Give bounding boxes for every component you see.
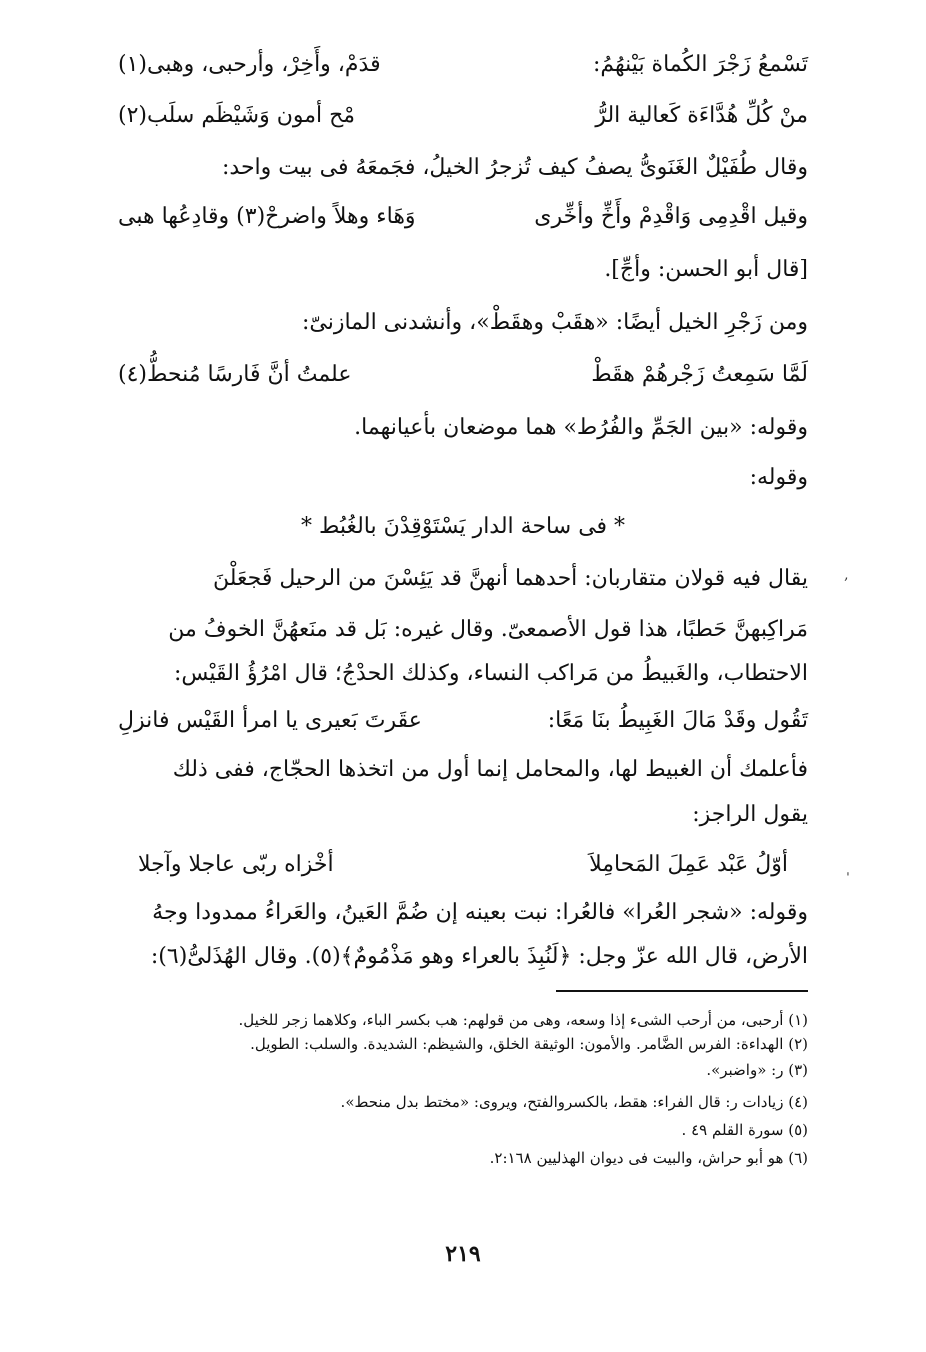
verse-hemistich-left: وَهَاء وهلاً واضرحْ(٣) وقادِعُها هبى — [118, 204, 416, 229]
verse-line — [118, 45, 808, 85]
footnote: (٤) زيادات ر: قال الفراء: هقط، بالكسروالفتح، ويروى: «مختط بدل منحط». — [340, 1093, 808, 1111]
verse-hemistich-right: لَمَّا سَمِعتُ زَجْرهُمْ هقَطْ — [591, 362, 808, 387]
text-line: مَراكِبهنَّ حَطبًا، هذا قول الأصمعىّ. وقال غيره: بَل قد منَعهُنَّ الخوفُ من — [168, 617, 808, 642]
text-line: وقوله: — [749, 465, 808, 490]
text-line: وقوله: «شجر العُرا» فالعُرا: نبت بعينه إن ضُمَّ العَينُ، والعَراءُ ممدودا وجهُ — [152, 900, 808, 925]
footnote: (٣) ر: «واضبر». — [706, 1061, 808, 1079]
verse-hemistich-left: مْح أمون وَشَيْظَم سلَب(٢) — [118, 103, 356, 128]
text-line: فأعلمك أن الغبيط لها، والمحامل إنما أول من اتخذها الحجّاج، ففى ذلك — [172, 757, 808, 782]
verse-hemistich-left: عقَرتَ بَعيرى يا امرأ القَيْس فانزلِ — [118, 708, 422, 733]
text-line: وقال طُفَيْلٌ الغَنَوىُّ يصفُ كيف تُزجرُ الخيلُ، فجَمعَهُ فى بيت واحد: — [222, 155, 808, 180]
verse-hemistich-right: أوّلُ عَبْد عَمِلَ المَحامِلاَ — [589, 852, 788, 877]
scan-mark: ˌ — [846, 862, 850, 878]
verse-hemistich-left: علمتُ أنَّ فَارسًا مُنحطُّ(٤) — [118, 362, 352, 387]
verse-line — [118, 96, 808, 136]
verse-line — [138, 845, 788, 885]
scan-mark: ‚ — [844, 567, 849, 583]
text-line: ومن زَجْرِ الخيل أيضًا: «هقَبْ وهقَطْ»، وأنشدنى المازنىّ: — [301, 310, 808, 335]
footnote-separator — [556, 990, 808, 992]
footnote: (٥) سورة القلم ٤٩ . — [681, 1121, 808, 1139]
verse-hemistich-right: تَقُول وقَدْ مَالَ الغَبِيطُ بنَا مَعًا: — [547, 708, 808, 733]
text-line: وقوله: «بين الجَمِّ والفُرُط» هما موضعان بأعيانهما. — [354, 415, 808, 440]
verse-hemistich-left: أخْزاه ربّى عاجلا وآجلا — [138, 852, 334, 877]
footnote: (٢) الهداءة: الفرس الضَّامر. والأمون: الوثيقة الخلق، والشيظم: الشديدة. والسلب: الطويل. — [250, 1035, 808, 1053]
text-line: الاحتطاب، والغَبيطُ من مَراكب النساء، وكذلك الحدْجُ؛ قال امْرُؤُ القَيْس: — [173, 661, 808, 686]
page-number: ٢١٩ — [445, 1241, 481, 1267]
verse-line — [118, 701, 808, 741]
footnote: (٦) هو أبو حراش، والبيت فى ديوان الهذليين ٢:١٦٨. — [489, 1149, 808, 1167]
verse-hemistich-right: وقيل اقْدِمِى وَاقْدِمْ وأَخِّ وأخِّرى — [534, 204, 808, 229]
verse-line — [118, 197, 808, 237]
text-line: الأرض، قال الله عزّ وجل: ﴿لَنُبِذَ بالعراء وهو مَذْمُومٌ﴾(٥). وقال الهُذَلىُّ(٦): — [150, 944, 808, 969]
verse-quotation: * فى ساحة الدار يَسْتَوْقِدْنَ بالغُبُط * — [300, 514, 626, 539]
verse-hemistich-left: قدَمْ، وأَخِرْ، وأرحبى، وهبى(١) — [118, 52, 381, 77]
verse-hemistich-right: تَسْمعُ زَجْرَ الكُماة بَيْنهُمُ: — [592, 52, 808, 77]
verse-hemistich-right: منْ كُلِّ هُدَّاءَة كَعالية الرُّ — [595, 103, 808, 128]
text-line: يقول الراجز: — [692, 802, 808, 827]
text-line: [قال أبو الحسن: وأجِّ]. — [604, 257, 808, 282]
verse-line — [118, 355, 808, 395]
footnote: (١) أرحبى، من أرحب الشىء إذا وسعه، وهى من قولهم: هب بكسر الباء، وكلاهما زجر للخيل. — [238, 1011, 808, 1029]
text-line: يقال فيه قولان متقاربان: أحدهما أنهنَّ قد يَئِسْنَ من الرحيل فَجعَلْنَ — [212, 566, 808, 591]
